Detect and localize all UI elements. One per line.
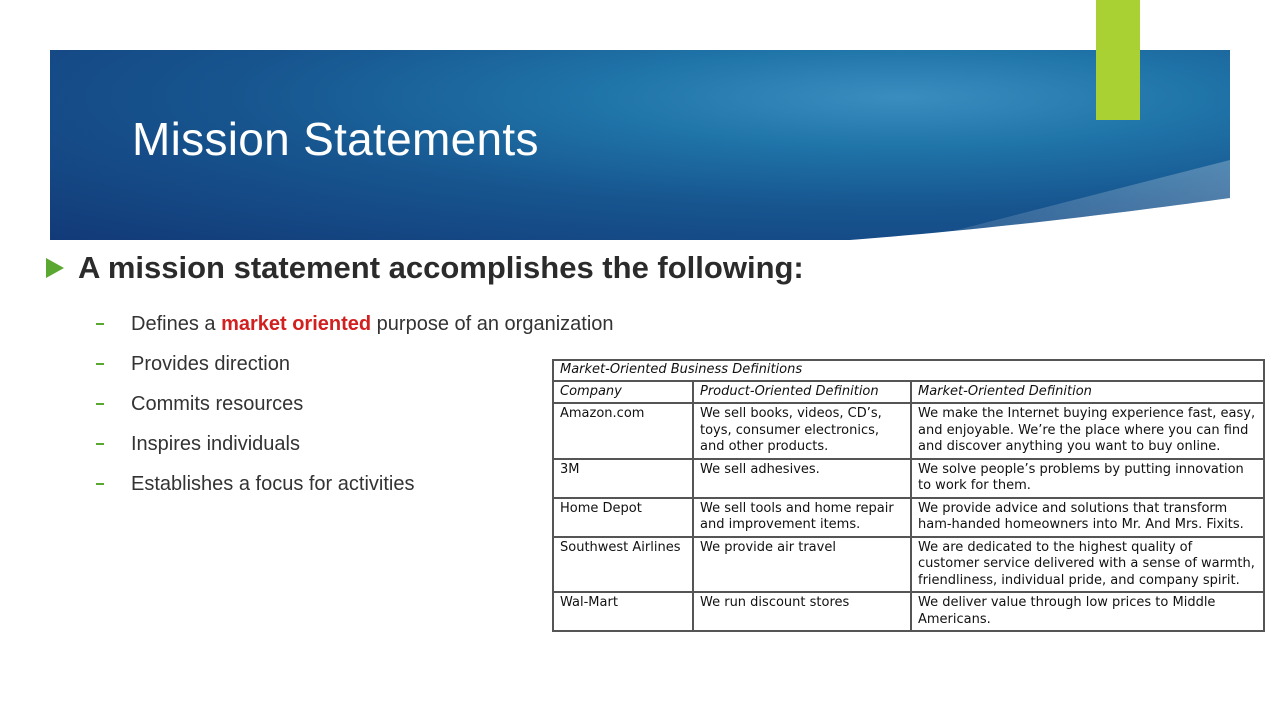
table-caption: Market-Oriented Business Definitions [553, 360, 1264, 381]
table-header-row [553, 381, 1264, 404]
sub-bullet-text: Commits resources [131, 392, 304, 415]
sub-bullet-item [96, 384, 614, 424]
dash-bullet-icon [96, 403, 104, 405]
table-cell-market: We make the Internet buying experience fast, easy, and enjoyable. We’re the place where you can find and discover anything you want to buy online. [911, 403, 1264, 459]
dash-bullet-icon [96, 443, 104, 445]
table-cell-company: 3M [553, 459, 693, 498]
accent-bar [1096, 0, 1140, 120]
sub-bullet-text-after: purpose of an organization [371, 312, 614, 335]
table-cell-company: Wal-Mart [553, 592, 693, 631]
dash-bullet-icon [96, 483, 104, 485]
table-cell-market: We are dedicated to the highest quality of customer service delivered with a sense of warmth, friendliness, individual pride, and company spirit. [911, 537, 1264, 593]
table-cell-market: We provide advice and solutions that transform ham-handed homeowners into Mr. And Mrs. Fixits. [911, 498, 1264, 537]
table-row [553, 403, 1264, 459]
column-header-market-oriented: Market-Oriented Definition [911, 381, 1264, 404]
sub-bullet-item [96, 344, 614, 384]
table-cell-product: We sell tools and home repair and improvement items. [693, 498, 911, 537]
sub-bullet-item [96, 464, 614, 504]
highlight-text: market oriented [221, 312, 372, 335]
slide-title: Mission Statements [132, 113, 539, 165]
table-cell-product: We run discount stores [693, 592, 911, 631]
table-cell-company: Home Depot [553, 498, 693, 537]
table-row [553, 537, 1264, 593]
sub-bullet-text-before: Defines a [131, 312, 222, 335]
triangle-bullet-icon [46, 258, 64, 278]
table-cell-market: We solve people’s problems by putting innovation to work for them. [911, 459, 1264, 498]
main-bullet [46, 250, 804, 286]
sub-bullet-text: Provides direction [131, 352, 290, 375]
column-header-company: Company [553, 381, 693, 404]
table-cell-market: We deliver value through low prices to Middle Americans. [911, 592, 1264, 631]
table-cell-product: We provide air travel [693, 537, 911, 593]
main-bullet-text: A mission statement accomplishes the following: [78, 250, 804, 285]
table-cell-product: We sell books, videos, CD’s, toys, consumer electronics, and other products. [693, 403, 911, 459]
sub-bullet-item [96, 304, 614, 344]
table-cell-company: Southwest Airlines [553, 537, 693, 593]
column-header-product-oriented: Product-Oriented Definition [693, 381, 911, 404]
dash-bullet-icon [96, 323, 104, 325]
sub-bullet-list [96, 304, 614, 504]
sub-bullet-text: Establishes a focus for activities [131, 472, 415, 495]
table-cell-company: Amazon.com [553, 403, 693, 459]
table-cell-product: We sell adhesives. [693, 459, 911, 498]
business-definitions-table [552, 359, 1265, 632]
table-row [553, 459, 1264, 498]
sub-bullet-text: Inspires individuals [131, 432, 300, 455]
sub-bullet-item [96, 424, 614, 464]
sub-bullet-text [131, 313, 614, 336]
table-caption-row [553, 360, 1264, 381]
table-row [553, 592, 1264, 631]
dash-bullet-icon [96, 363, 104, 365]
table-row [553, 498, 1264, 537]
